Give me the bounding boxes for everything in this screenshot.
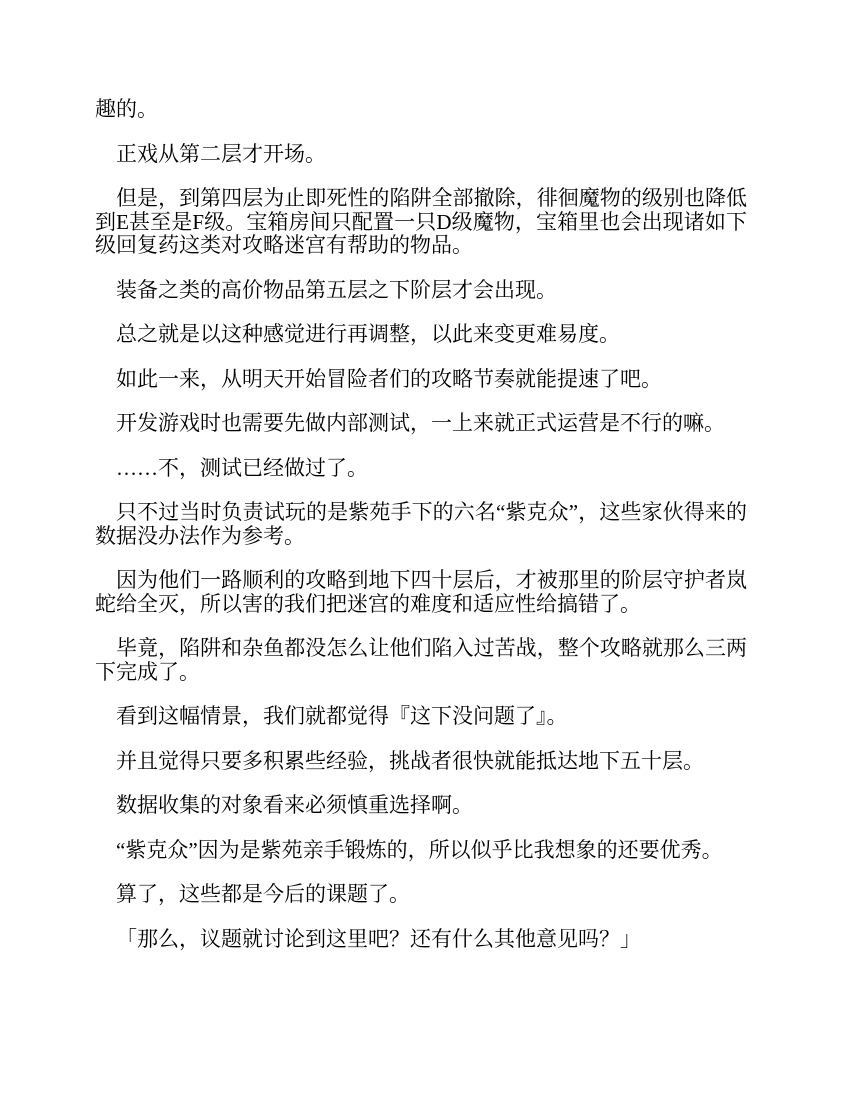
paragraph: 趣的。: [95, 97, 158, 121]
paragraph: 但是，到第四层为止即死性的陷阱全部撤除，徘徊魔物的级别也降低到E甚至是F级。宝箱房间只配置一只D级魔物，宝箱里也会出现诸如下级回复药这类对攻略迷宫有帮助的物品。: [95, 186, 747, 257]
paragraph: 毕竟，陷阱和杂鱼都没怎么让他们陷入过苦战，整个攻略就那么三两下完成了。: [95, 636, 747, 684]
paragraph: 算了，这些都是今后的课题了。: [116, 882, 410, 906]
paragraph: ……不，测试已经做过了。: [116, 455, 368, 480]
paragraph: 只不过当时负责试玩的是紫苑手下的六名“紫克众”，这些家伙得来的数据没办法作为参考。: [95, 500, 747, 548]
paragraph: 因为他们一路顺利的攻略到地下四十层后，才被那里的阶层守护者岚蛇给全灭，所以害的我们把迷宫的难度和适应性给搞错了。: [95, 568, 747, 616]
paragraph: 开发游戏时也需要先做内部测试，一上来就正式运营是不行的嘛。: [116, 411, 725, 435]
paragraph: 如此一来，从明天开始冒险者们的攻略节奏就能提速了吧。: [116, 366, 662, 391]
page-text: [95, 98, 747, 951]
paragraph: 正戏从第二层才开场。: [116, 141, 326, 166]
paragraph: “紫克众”因为是紫苑亲手锻炼的，所以似乎比我想象的还要优秀。: [116, 837, 723, 862]
paragraph: 装备之类的高价物品第五层之下阶层才会出现。: [116, 277, 557, 302]
paragraph: 「那么，议题就讨论到这里吧？还有什么其他意见吗？」: [116, 926, 641, 951]
paragraph: 看到这幅情景，我们就都觉得『这下没问题了』。: [116, 704, 568, 728]
paragraph: 并且觉得只要多积累些经验，挑战者很快就能抵达地下五十层。: [116, 748, 704, 773]
paragraph: 总之就是以这种感觉进行再调整，以此来变更难易度。: [116, 322, 620, 346]
paragraph: 数据收集的对象看来必须慎重选择啊。: [116, 793, 473, 817]
